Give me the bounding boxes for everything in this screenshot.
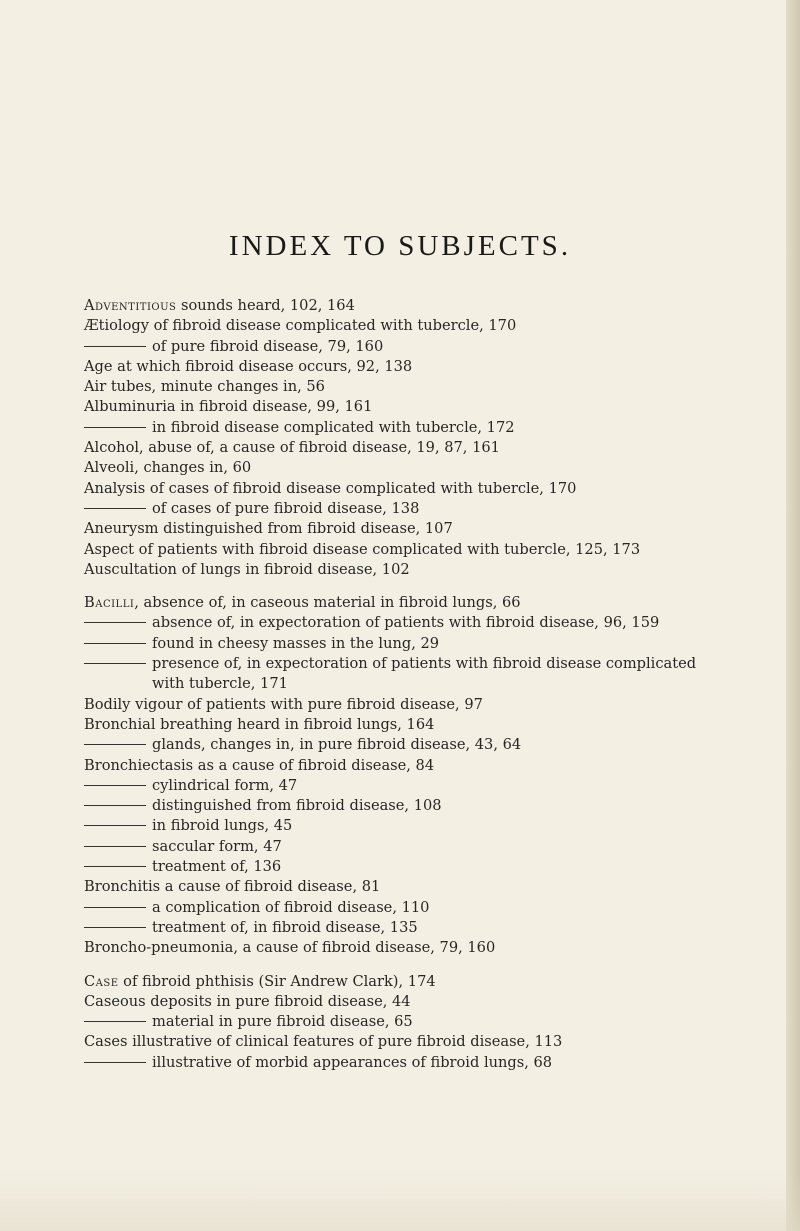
ditto-dash <box>84 643 146 644</box>
index-entry <box>84 479 764 499</box>
entry-text: Age at which fibroid disease occurs, 92, 138 <box>84 357 413 375</box>
index-entry <box>84 593 764 613</box>
entry-text: Alcohol, abuse of, a cause of fibroid disease, 19, 87, 161 <box>84 439 500 457</box>
ditto-dash <box>84 622 146 623</box>
entry-text: Caseous deposits in pure fibroid disease, 44 <box>84 992 411 1010</box>
index-entry <box>84 972 764 992</box>
entry-text: Bronchial breathing heard in fibroid lungs, 164 <box>84 715 435 733</box>
entry-lead-word: Case <box>84 972 119 990</box>
index-entry <box>84 1032 764 1052</box>
index-list <box>84 296 764 1073</box>
index-entry <box>84 695 764 715</box>
entry-text: with tubercle, 171 <box>152 675 288 693</box>
index-subentry <box>84 337 764 357</box>
ditto-dash <box>84 427 146 428</box>
ditto-dash <box>84 907 146 908</box>
entry-text: Aneurysm distinguished from fibroid disease, 107 <box>84 520 453 538</box>
entry-text: Alveoli, changes in, 60 <box>84 459 252 477</box>
entry-text: absence of, in expectoration of patients with fibroid disease, 96, 159 <box>152 614 660 632</box>
index-subentry <box>84 1053 764 1073</box>
index-entry <box>84 397 764 417</box>
index-entry <box>84 877 764 897</box>
ditto-dash <box>84 927 146 928</box>
index-entry <box>84 316 764 336</box>
index-subentry <box>84 857 764 877</box>
entry-text: Albuminuria in fibroid disease, 99, 161 <box>84 398 373 416</box>
entry-text: sounds heard, 102, 164 <box>176 297 355 314</box>
index-subentry <box>84 735 764 755</box>
index-subentry <box>84 837 764 857</box>
ditto-dash <box>84 346 146 347</box>
index-entry <box>84 992 764 1012</box>
index-subentry <box>84 796 764 816</box>
page-edge <box>786 0 800 1231</box>
entry-text: Cases illustrative of clinical features of pure fibroid disease, 113 <box>84 1033 563 1051</box>
index-subentry <box>84 1012 764 1032</box>
entry-text: Analysis of cases of fibroid disease complicated with tubercle, 170 <box>84 479 577 497</box>
entry-text: in fibroid lungs, 45 <box>152 817 293 835</box>
ditto-dash <box>84 663 146 664</box>
entry-text: a complication of fibroid disease, 110 <box>152 898 430 916</box>
ditto-dash <box>84 846 146 847</box>
ditto-dash <box>84 785 146 786</box>
entry-text: Bodily vigour of patients with pure fibroid disease, 97 <box>84 695 483 713</box>
entry-text: material in pure fibroid disease, 65 <box>152 1013 413 1031</box>
entry-text: cylindrical form, 47 <box>152 776 298 794</box>
index-entry <box>84 756 764 776</box>
index-continuation <box>84 674 764 694</box>
entry-text: Air tubes, minute changes in, 56 <box>84 378 325 396</box>
entry-text: treatment of, 136 <box>152 858 282 876</box>
ditto-dash <box>84 825 146 826</box>
index-entry <box>84 296 764 316</box>
ditto-dash <box>84 1062 146 1063</box>
entry-text: of pure fibroid disease, 79, 160 <box>152 337 384 355</box>
group-gap <box>84 580 764 593</box>
entry-text: , absence of, in caseous material in fibroid lungs, 66 <box>134 594 521 612</box>
index-subentry <box>84 918 764 938</box>
group-gap <box>84 959 764 972</box>
entry-text: of fibroid phthisis (Sir Andrew Clark), 174 <box>118 972 436 990</box>
entry-text: glands, changes in, in pure fibroid disease, 43, 64 <box>152 736 522 754</box>
index-entry <box>84 357 764 377</box>
index-subentry <box>84 613 764 633</box>
ditto-dash <box>84 866 146 867</box>
entry-text: illustrative of morbid appearances of fibroid lungs, 68 <box>152 1053 553 1071</box>
entry-text: in fibroid disease complicated with tubercle, 172 <box>152 418 515 436</box>
entry-text: Bronchitis a cause of fibroid disease, 81 <box>84 878 381 896</box>
entry-text: found in cheesy masses in the lung, 29 <box>152 634 440 652</box>
entry-text: treatment of, in fibroid disease, 135 <box>152 918 418 936</box>
page-shadow <box>0 1171 800 1231</box>
entry-text: presence of, in expectoration of patients with fibroid disease complicated <box>152 655 697 673</box>
entry-text: saccular form, 47 <box>152 837 282 855</box>
index-subentry <box>84 418 764 438</box>
index-entry <box>84 519 764 539</box>
ditto-dash <box>84 508 146 509</box>
index-entry <box>84 438 764 458</box>
index-entry <box>84 715 764 735</box>
entry-text: Broncho-pneumonia, a cause of fibroid disease, 79, 160 <box>84 939 496 957</box>
ditto-dash <box>84 805 146 806</box>
entry-text: distinguished from fibroid disease, 108 <box>152 797 442 815</box>
index-subentry <box>84 898 764 918</box>
index-entry <box>84 377 764 397</box>
page-title: INDEX TO SUBJECTS. <box>228 230 572 262</box>
index-subentry <box>84 654 764 674</box>
entry-text: Aspect of patients with fibroid disease complicated with tubercle, 125, 173 <box>84 540 641 558</box>
entry-text: of cases of pure fibroid disease, 138 <box>152 499 420 517</box>
index-subentry <box>84 499 764 519</box>
index-entry <box>84 938 764 958</box>
index-entry <box>84 560 764 580</box>
index-subentry <box>84 634 764 654</box>
entry-lead-word: Adventitious <box>84 297 177 314</box>
index-subentry <box>84 816 764 836</box>
ditto-dash <box>84 1021 146 1022</box>
index-entry <box>84 458 764 478</box>
entry-text: Bronchiectasis as a cause of fibroid disease, 84 <box>84 756 435 774</box>
entry-text: Ætiology of fibroid disease complicated with tubercle, 170 <box>84 317 517 335</box>
entry-lead-word: Bacilli <box>84 594 135 612</box>
index-entry <box>84 540 764 560</box>
entry-text: Auscultation of lungs in fibroid disease, 102 <box>84 560 410 578</box>
ditto-dash <box>84 744 146 745</box>
index-subentry <box>84 776 764 796</box>
